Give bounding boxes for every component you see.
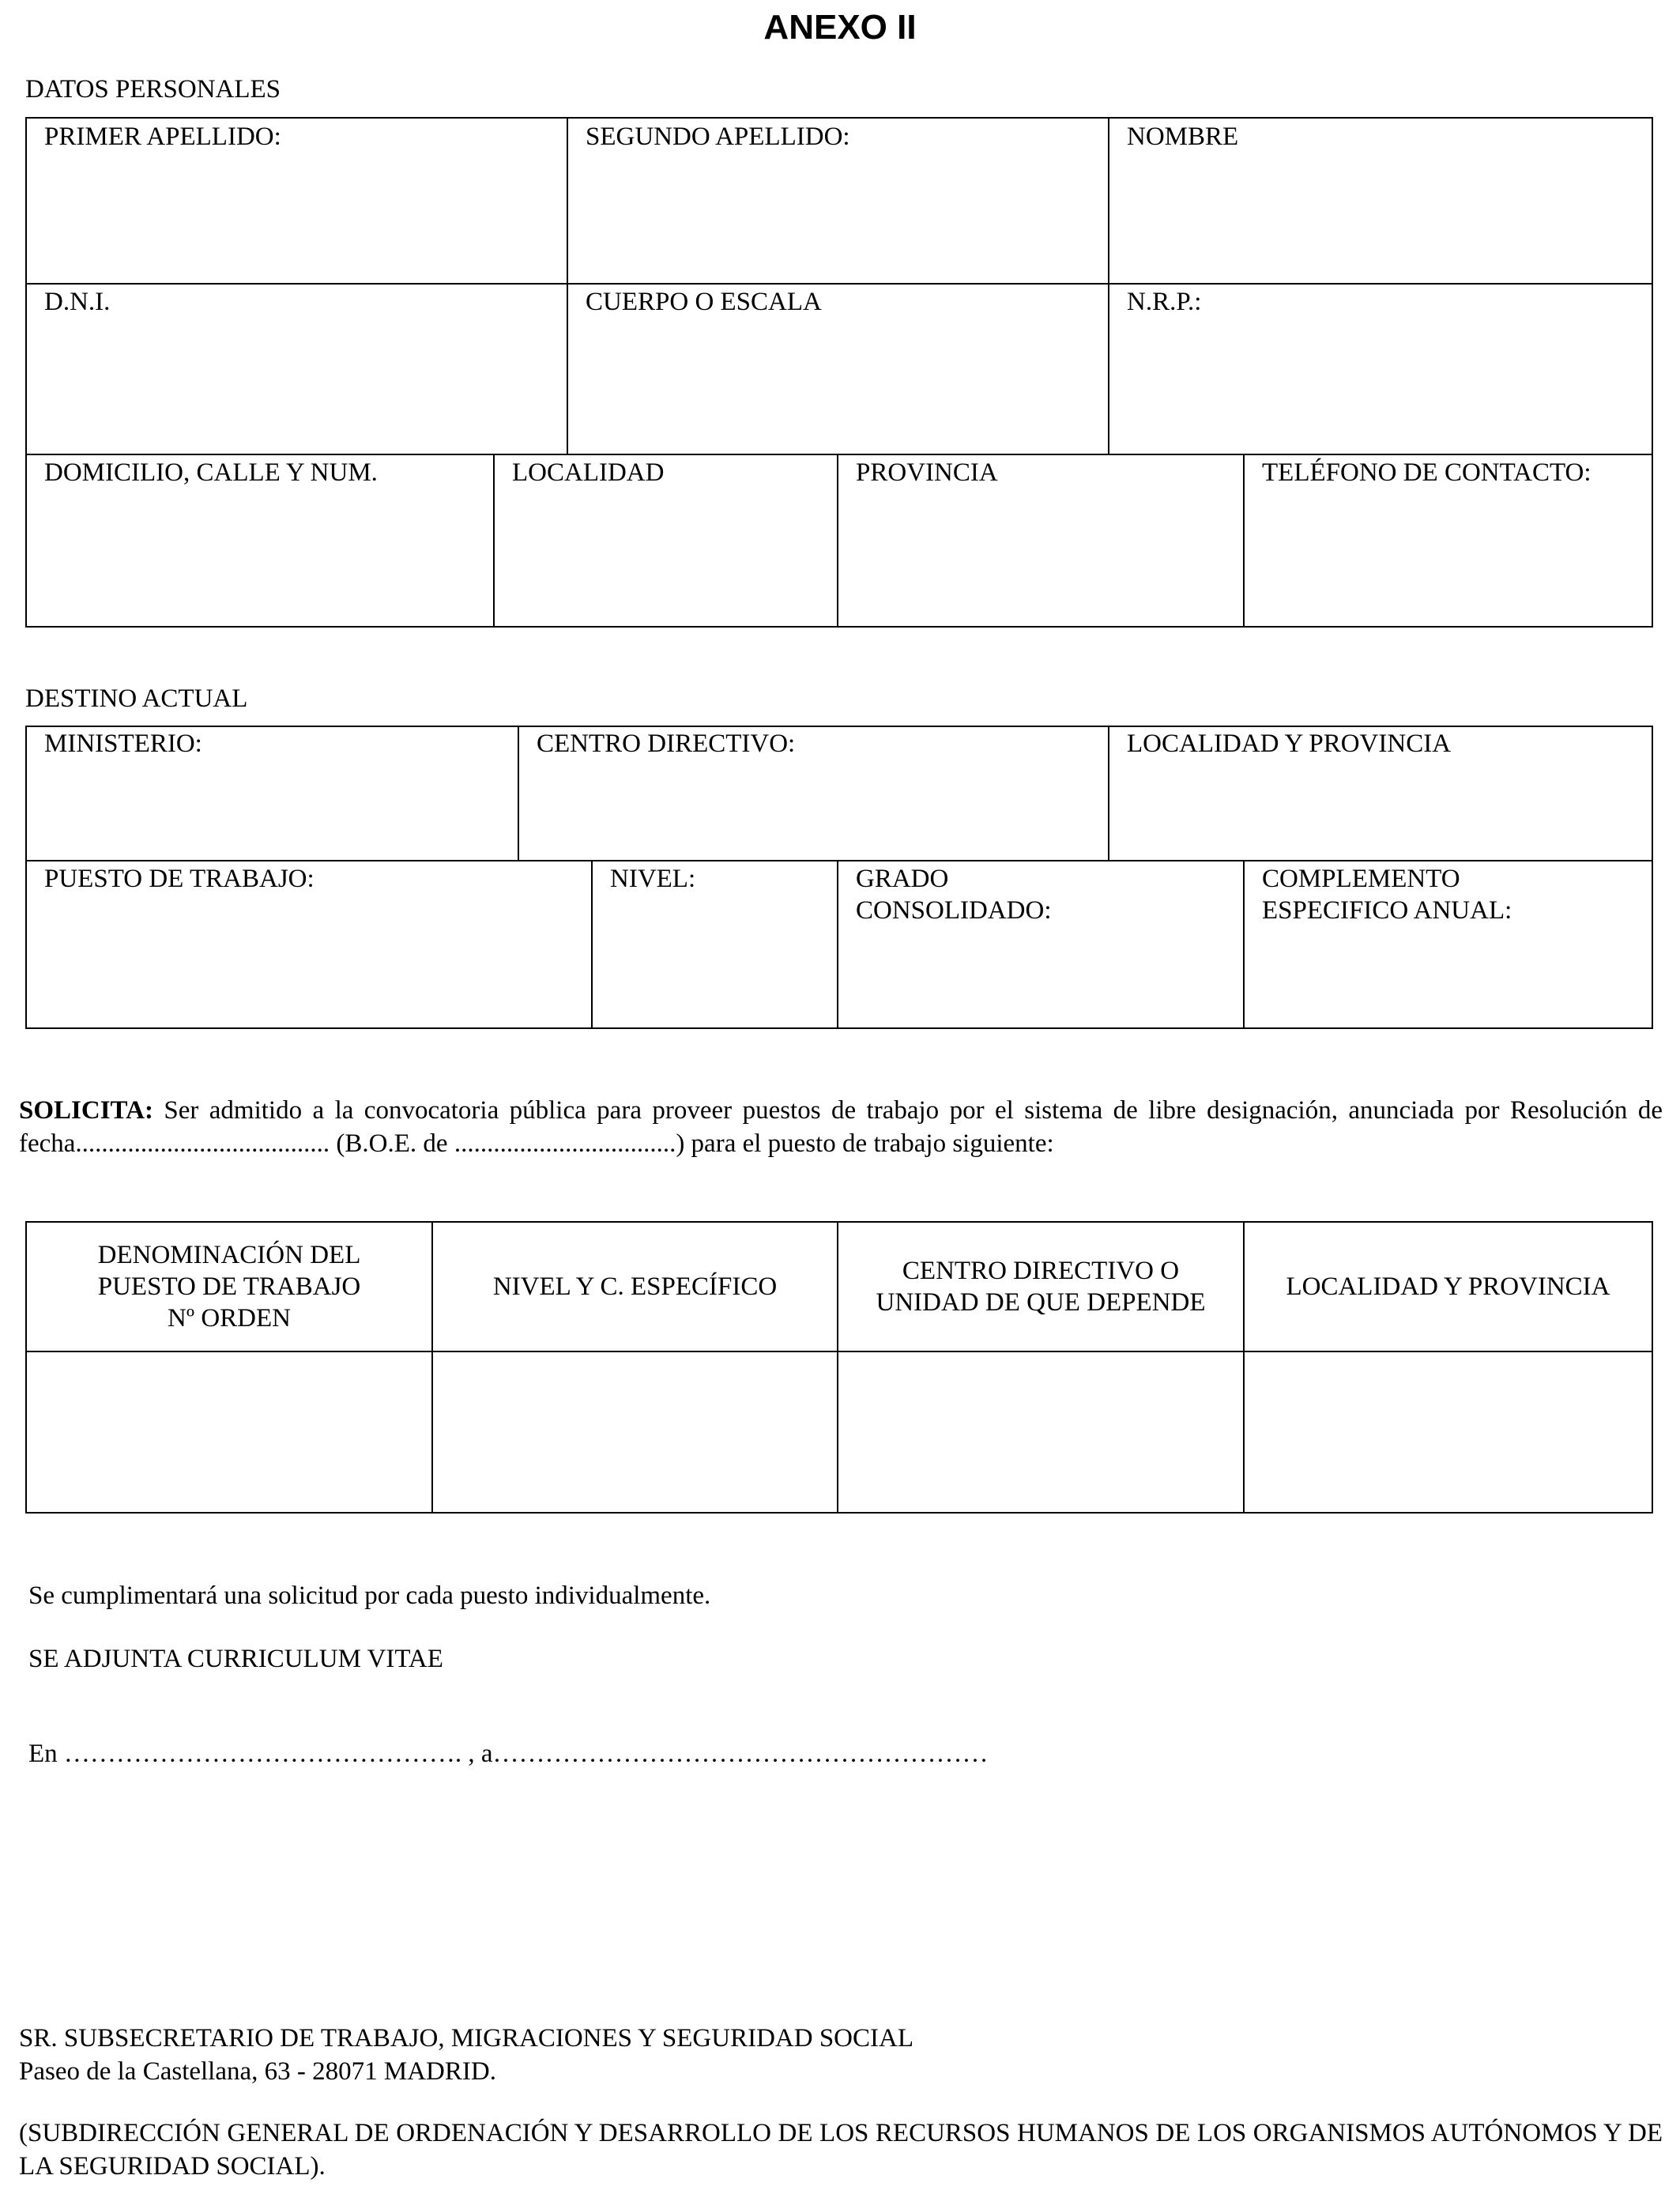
telefono-field[interactable] bbox=[1245, 456, 1652, 626]
puesto-trabajo-field[interactable] bbox=[27, 862, 590, 1027]
row-divider bbox=[25, 860, 1653, 861]
nivel-field[interactable] bbox=[593, 862, 836, 1027]
subdireccion-note: (SUBDIRECCIÓN GENERAL DE ORDENACIÓN Y DESARROLLO DE LOS RECURSOS HUMANOS DE LOS ORGANISMOS AUTÓNOMOS Y DE LA SEGURIDAD SOCIAL). bbox=[19, 2119, 1663, 2181]
section-heading-datos-personales: DATOS PERSONALES bbox=[25, 75, 281, 104]
provincia-label: PROVINCIA bbox=[856, 458, 998, 487]
primer-apellido-label: PRIMER APELLIDO: bbox=[44, 123, 281, 151]
header-denominacion: DENOMINACIÓN DEL PUESTO DE TRABAJO Nº ORDEN bbox=[97, 1241, 361, 1333]
destinatario-address: Paseo de la Castellana, 63 - 28071 MADRID. bbox=[19, 2057, 496, 2086]
grado-label-line1: GRADO bbox=[856, 865, 949, 893]
una-solicitud-note: Se cumplimentará una solicitud por cada puesto individualmente. bbox=[28, 1581, 711, 1610]
nivel-especifico-input-cell[interactable] bbox=[433, 1353, 837, 1512]
denominacion-input-cell[interactable] bbox=[27, 1353, 431, 1512]
solicita-label: SOLICITA: bbox=[19, 1096, 153, 1125]
ministerio-label: MINISTERIO: bbox=[44, 729, 202, 758]
header-localidad-provincia: LOCALIDAD Y PROVINCIA bbox=[1286, 1272, 1610, 1301]
centro-directivo-field[interactable] bbox=[519, 727, 1107, 859]
complemento-especifico-field[interactable] bbox=[1245, 862, 1652, 1027]
centro-directivo-input-cell[interactable] bbox=[838, 1353, 1243, 1512]
domicilio-field[interactable] bbox=[27, 456, 492, 626]
grado-consolidado-field[interactable] bbox=[838, 862, 1242, 1027]
telefono-label: TELÉFONO DE CONTACTO: bbox=[1262, 458, 1591, 487]
page-title: ANEXO II bbox=[763, 8, 917, 47]
grado-label-line2: CONSOLIDADO: bbox=[856, 896, 1052, 925]
section-heading-destino-actual: DESTINO ACTUAL bbox=[25, 684, 248, 713]
row-divider bbox=[25, 454, 1653, 455]
primer-apellido-field[interactable] bbox=[27, 119, 566, 282]
ministerio-field[interactable] bbox=[27, 727, 517, 859]
row-divider bbox=[25, 283, 1653, 285]
lugar-fecha-line[interactable]: En ………………………………………. , a………………………………………………… bbox=[28, 1740, 989, 1768]
solicita-paragraph bbox=[19, 1094, 1663, 1160]
cuerpo-escala-field[interactable] bbox=[568, 285, 1107, 453]
header-nivel-especifico: NIVEL Y C. ESPECÍFICO bbox=[492, 1272, 778, 1301]
curriculum-note: SE ADJUNTA CURRICULUM VITAE bbox=[28, 1645, 443, 1673]
puesto-trabajo-label: PUESTO DE TRABAJO: bbox=[44, 865, 315, 893]
nivel-label: NIVEL: bbox=[610, 865, 696, 893]
localidad-label: LOCALIDAD bbox=[512, 458, 665, 487]
solicita-text: Ser admitido a la convocatoria pública para proveer puestos de trabajo por el sistema de libre designación, anunciada por Resolución de fecha....................................... (B.O.E. de ..................................) para el puesto de trabajo siguiente: bbox=[19, 1096, 1663, 1158]
destinatario-line1: SR. SUBSECRETARIO DE TRABAJO, MIGRACIONES Y SEGURIDAD SOCIAL bbox=[19, 2024, 913, 2053]
centro-directivo-label: CENTRO DIRECTIVO: bbox=[537, 729, 796, 758]
header-centro-directivo: CENTRO DIRECTIVO O UNIDAD DE QUE DEPENDE bbox=[876, 1257, 1206, 1317]
localidad-provincia-input-cell[interactable] bbox=[1245, 1353, 1652, 1512]
dni-field[interactable] bbox=[27, 285, 566, 453]
dni-label: D.N.I. bbox=[44, 288, 111, 316]
nombre-field[interactable] bbox=[1109, 119, 1652, 282]
localidad-provincia-field[interactable] bbox=[1109, 727, 1652, 859]
complemento-label-line1: COMPLEMENTO bbox=[1262, 865, 1460, 893]
localidad-field[interactable] bbox=[495, 456, 836, 626]
cuerpo-escala-label: CUERPO O ESCALA bbox=[586, 288, 822, 316]
row-divider bbox=[25, 1351, 1653, 1352]
domicilio-label: DOMICILIO, CALLE Y NUM. bbox=[44, 458, 378, 487]
complemento-label-line2: ESPECIFICO ANUAL: bbox=[1262, 896, 1512, 925]
provincia-field[interactable] bbox=[838, 456, 1242, 626]
localidad-provincia-label: LOCALIDAD Y PROVINCIA bbox=[1127, 729, 1452, 758]
segundo-apellido-field[interactable] bbox=[568, 119, 1107, 282]
nrp-field[interactable] bbox=[1109, 285, 1652, 453]
nombre-label: NOMBRE bbox=[1127, 123, 1239, 151]
segundo-apellido-label: SEGUNDO APELLIDO: bbox=[586, 123, 850, 151]
nrp-label: N.R.P.: bbox=[1127, 288, 1202, 316]
